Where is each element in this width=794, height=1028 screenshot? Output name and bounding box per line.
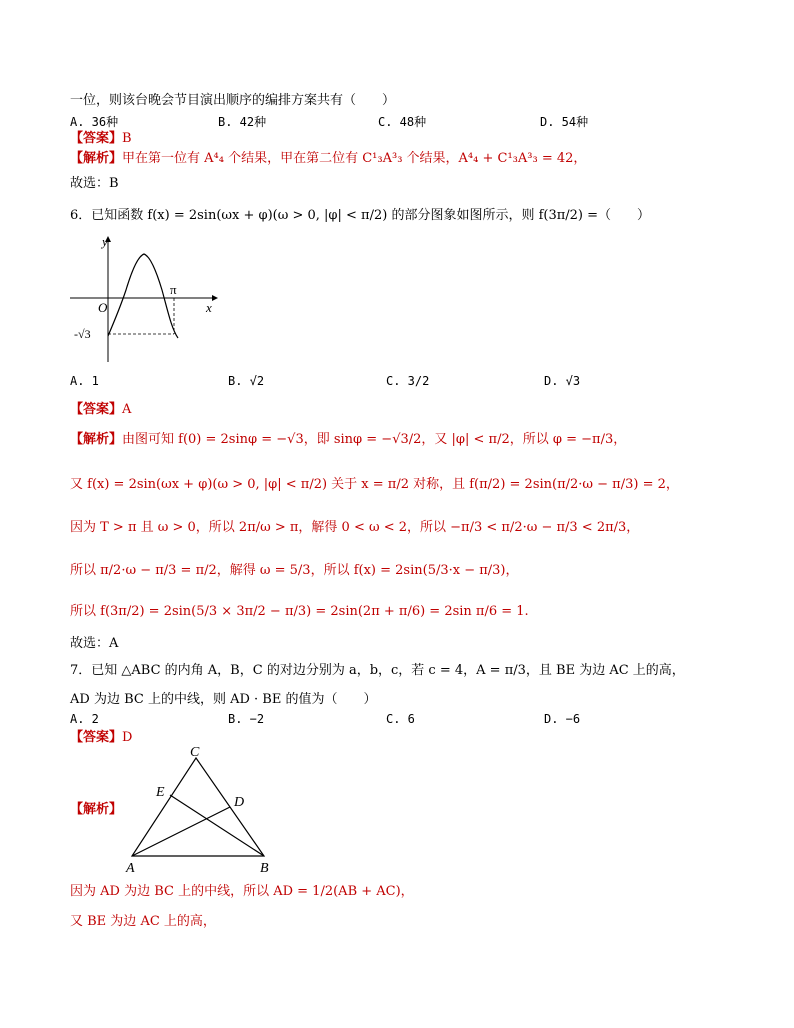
answer-value: A	[122, 402, 132, 417]
q5-analysis	[70, 151, 586, 167]
y-axis-label: y	[102, 234, 108, 249]
q5-option-b: B. 42种	[218, 115, 267, 129]
q6-analysis-line-1	[70, 432, 626, 448]
q7-option-b: B. −2	[228, 712, 265, 726]
q6-analysis-line-3: 因为 T > π 且 ω > 0，所以 2π/ω > π，解得 0 < ω < 2，所以 −π/3 < π/2·ω − π/3 < 2π/3，	[70, 520, 640, 535]
x-axis	[70, 295, 218, 301]
min-value-label: -√3	[74, 327, 91, 341]
sine-curve	[108, 254, 178, 338]
q5-stem: 一位，则该台晚会节目演出顺序的编排方案共有（ ）	[70, 93, 396, 108]
segment-ad	[132, 807, 230, 856]
q7-option-c: C. 6	[386, 712, 415, 726]
vertex-a-label: A	[126, 861, 135, 876]
q6-option-c: C. 3/2	[386, 374, 430, 388]
q5-answer	[70, 131, 132, 147]
q5-option-d: D. 54种	[540, 115, 589, 129]
q5-choose: 故选：B	[70, 176, 119, 191]
answer-value: B	[122, 131, 132, 146]
point-e-label: E	[156, 785, 165, 800]
y-axis	[105, 236, 111, 362]
q6-analysis-line-2: 又 f(x) = 2sin(ωx + φ)(ω > 0, |φ| < π/2) 关于 x = π/2 对称，且 f(π/2) = 2sin(π/2·ω − π/3) = 2，	[70, 477, 679, 492]
q6-function-graph	[64, 226, 224, 366]
q6-stem: 6．已知函数 f(x) = 2sin(ωx + φ)(ω > 0, |φ| < π/2) 的部分图象如图所示，则 f(3π/2) =（ ）	[70, 208, 651, 223]
q7-triangle-figure	[120, 740, 280, 876]
q7-analysis-line-2: 又 BE 为边 AC 上的高，	[70, 914, 216, 929]
analysis-label: 【解析】	[70, 432, 123, 447]
q6-analysis-line-4: 所以 π/2·ω − π/3 = π/2，解得 ω = 5/3，所以 f(x) = 2sin(5/3·x − π/3)，	[70, 563, 519, 578]
q6-option-b: B. √2	[228, 374, 265, 388]
origin-label: O	[98, 300, 108, 315]
q6-option-a: A. 1	[70, 374, 99, 388]
point-d-label: D	[234, 795, 245, 810]
q6-answer	[70, 402, 131, 418]
analysis-text: 甲在第一位有 A⁴₄ 个结果，甲在第二位有 C¹₃A³₃ 个结果，A⁴₄ + C¹₃A³₃ = 42，	[122, 151, 587, 166]
q7-analysis-label	[70, 802, 122, 818]
analysis-label: 【解析】	[70, 151, 123, 166]
q7-stem-line-2: AD 为边 BC 上的中线，则 AD · BE 的值为（ ）	[70, 692, 377, 707]
q7-option-d: D. −6	[544, 712, 581, 726]
vertex-c-label: C	[190, 745, 200, 760]
q5-option-a: A. 36种	[70, 115, 119, 129]
q7-stem-line-1: 7．已知 △ABC 的内角 A，B，C 的对边分别为 a，b，c，若 c = 4，A = π/3，且 BE 为边 AC 上的高，	[70, 663, 685, 678]
q7-option-a: A. 2	[70, 712, 99, 726]
answer-label: 【答案】	[70, 402, 123, 417]
vertex-b-label: B	[260, 861, 269, 876]
answer-value: D	[122, 730, 133, 745]
answer-label: 【答案】	[70, 730, 123, 745]
q6-analysis-line-5: 所以 f(3π/2) = 2sin(5/3 × 3π/2 − π/3) = 2sin(2π + π/6) = 2sin π/6 = 1.	[70, 604, 529, 619]
segment-be	[170, 795, 264, 856]
triangle-abc	[132, 758, 264, 856]
analysis-label: 【解析】	[70, 802, 123, 817]
q6-option-d: D. √3	[544, 374, 581, 388]
analysis-text: 由图可知 f(0) = 2sinφ = −√3，即 sinφ = −√3/2，又 |φ| < π/2，所以 φ = −π/3，	[122, 432, 627, 447]
q7-analysis-line-1: 因为 AD 为边 BC 上的中线，所以 AD = 1/2(AB + AC)，	[70, 884, 414, 899]
x-axis-label: x	[206, 300, 212, 315]
pi-label: π	[170, 282, 177, 297]
q5-option-c: C. 48种	[378, 115, 427, 129]
answer-label: 【答案】	[70, 131, 123, 146]
q6-choose: 故选：A	[70, 636, 119, 651]
